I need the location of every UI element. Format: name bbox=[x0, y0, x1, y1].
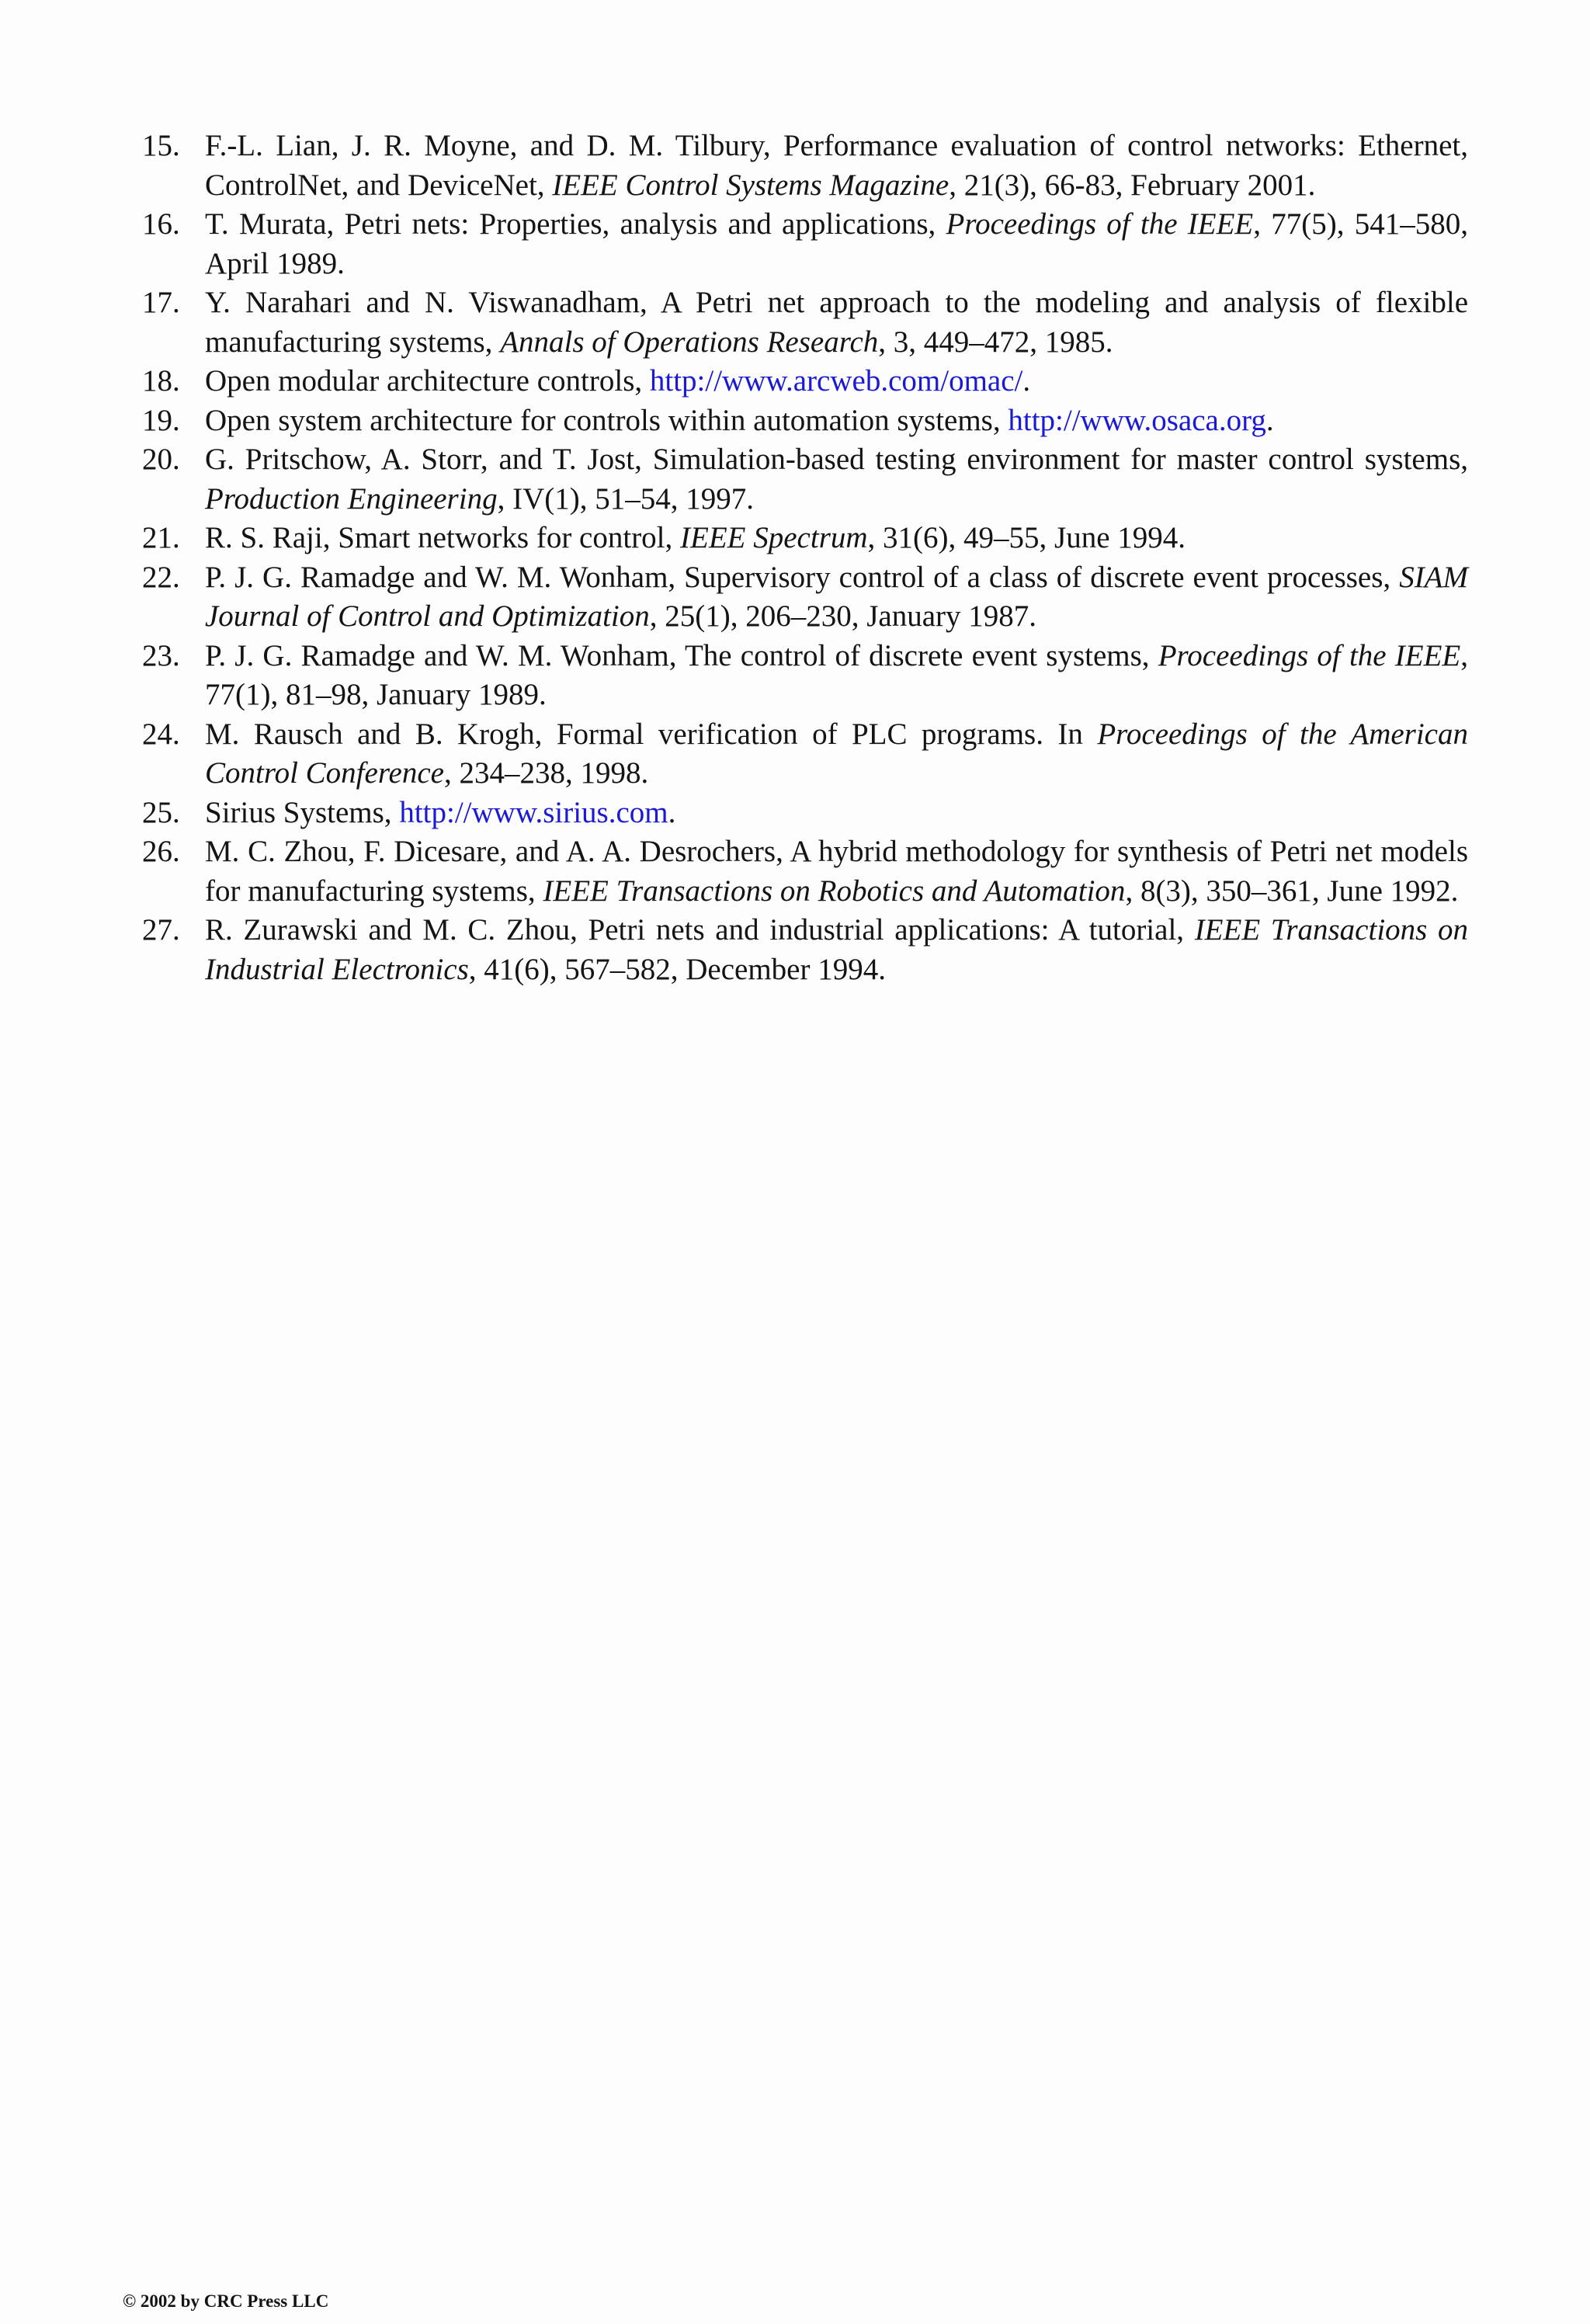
reference-item bbox=[142, 440, 1468, 519]
reference-item bbox=[142, 558, 1468, 637]
reference-url-link[interactable]: http://www.arcweb.com/omac/ bbox=[649, 364, 1023, 398]
reference-number: 25. bbox=[142, 795, 180, 829]
reference-text: , 31(6), 49–55, June 1994. bbox=[867, 521, 1186, 554]
reference-number: 20. bbox=[142, 443, 180, 476]
reference-text: , 77(5), 541–580, April 1989. bbox=[205, 207, 1469, 280]
reference-text: , 234–238, 1998. bbox=[443, 756, 649, 790]
reference-number: 21. bbox=[142, 521, 180, 554]
reference-text: Open modular architecture controls, bbox=[205, 364, 650, 398]
reference-text: T. Murata, Petri nets: Properties, analysis and applications, bbox=[205, 207, 946, 241]
reference-source-title: IEEE Spectrum bbox=[680, 521, 868, 554]
reference-number: 24. bbox=[142, 717, 180, 751]
reference-text: , 77(1), 81–98, January 1989. bbox=[205, 638, 1469, 711]
reference-item bbox=[142, 637, 1468, 715]
reference-text: , 41(6), 567–582, December 1994. bbox=[468, 952, 886, 986]
reference-item bbox=[142, 715, 1468, 794]
reference-text: , 25(1), 206–230, January 1987. bbox=[649, 599, 1037, 633]
reference-source-title: Annals of Operations Research bbox=[500, 325, 879, 359]
reference-source-title: Proceedings of the IEEE bbox=[1158, 638, 1461, 672]
reference-number: 22. bbox=[142, 560, 180, 594]
reference-number: 18. bbox=[142, 364, 180, 398]
reference-item bbox=[142, 127, 1468, 205]
reference-text: F.-L. Lian, J. R. Moyne, and D. M. Tilbury, Performance evaluation of control networks: Ethernet, ControlNet, and DeviceNet, bbox=[205, 129, 1468, 202]
reference-text: . bbox=[668, 795, 676, 829]
reference-item bbox=[142, 832, 1468, 911]
reference-text: Y. Narahari and N. Viswanadham, A Petri net approach to the modeling and analysis of flexible manufacturing systems, bbox=[205, 286, 1468, 359]
reference-source-title: Proceedings of the American Control Conference bbox=[205, 717, 1468, 790]
reference-url-link[interactable]: http://www.sirius.com bbox=[399, 795, 668, 829]
reference-text: M. Rausch and B. Krogh, Formal verification of PLC programs. In bbox=[205, 717, 1098, 751]
reference-number: 23. bbox=[142, 638, 180, 672]
reference-text: G. Pritschow, A. Storr, and T. Jost, Simulation-based testing environment for master control systems, bbox=[205, 443, 1468, 476]
reference-source-title: SIAM Journal of Control and Optimization bbox=[205, 560, 1468, 633]
reference-text: . bbox=[1022, 364, 1031, 398]
reference-item bbox=[142, 283, 1468, 362]
reference-text: , 3, 449–472, 1985. bbox=[878, 325, 1113, 359]
reference-list bbox=[142, 127, 1468, 989]
reference-number: 15. bbox=[142, 129, 180, 162]
reference-text: , 8(3), 350–361, June 1992. bbox=[1125, 874, 1459, 908]
reference-item bbox=[142, 519, 1468, 558]
reference-text: P. J. G. Ramadge and W. M. Wonham, The control of discrete event systems, bbox=[205, 638, 1158, 672]
reference-source-title: Proceedings of the IEEE bbox=[946, 207, 1254, 241]
reference-number: 27. bbox=[142, 913, 180, 947]
reference-url-link[interactable]: http://www.osaca.org bbox=[1008, 403, 1266, 437]
reference-item bbox=[142, 794, 1468, 833]
reference-text: , IV(1), 51–54, 1997. bbox=[497, 481, 754, 516]
reference-item bbox=[142, 401, 1468, 441]
reference-item bbox=[142, 911, 1468, 989]
reference-number: 17. bbox=[142, 286, 180, 319]
reference-text: Sirius Systems, bbox=[205, 795, 400, 829]
reference-text: R. Zurawski and M. C. Zhou, Petri nets and industrial applications: A tutorial, bbox=[205, 913, 1195, 947]
reference-text: M. C. Zhou, F. Dicesare, and A. A. Desrochers, A hybrid methodology for synthesis of Petri net models for manufacturing systems, bbox=[205, 835, 1468, 908]
reference-source-title: IEEE Control Systems Magazine bbox=[552, 168, 949, 202]
reference-item bbox=[142, 362, 1468, 401]
copyright-footer: © 2002 by CRC Press LLC bbox=[123, 2291, 329, 2311]
reference-text: P. J. G. Ramadge and W. M. Wonham, Supervisory control of a class of discrete event processes, bbox=[205, 560, 1400, 594]
reference-text: . bbox=[1265, 403, 1274, 437]
reference-number: 16. bbox=[142, 207, 180, 241]
reference-number: 19. bbox=[142, 403, 180, 437]
reference-source-title: IEEE Transactions on Industrial Electronics bbox=[205, 913, 1468, 986]
reference-source-title: IEEE Transactions on Robotics and Automation bbox=[543, 874, 1126, 908]
reference-number: 26. bbox=[142, 835, 180, 868]
reference-text: R. S. Raji, Smart networks for control, bbox=[205, 521, 681, 554]
reference-text: , 21(3), 66-83, February 2001. bbox=[949, 168, 1316, 202]
reference-text: Open system architecture for controls within automation systems, bbox=[205, 403, 1009, 437]
reference-source-title: Production Engineering bbox=[205, 481, 498, 516]
reference-item bbox=[142, 205, 1468, 283]
